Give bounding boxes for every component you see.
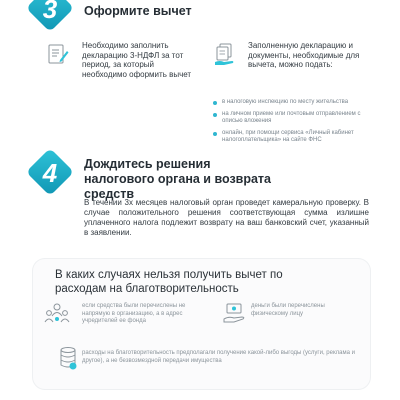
form-edit-icon <box>47 43 69 65</box>
coins-icon <box>58 345 78 371</box>
money-hand-icon <box>223 302 247 324</box>
step-4-text: В течении 3х месяцев налоговый орган проведет камеральную проверку. В случае положительного решения соответствующая сумма излишне уплаченного налога подлежит возврату на ваш банковский счет, указанный в заявлении. <box>84 198 369 237</box>
list-item: в налоговую инспекцию по месту жительства <box>212 99 374 107</box>
step-3-number: 3 <box>42 0 58 24</box>
step-3-right-text: Заполненную декларацию и документы, необходимые для вычета, можно подать: <box>248 41 360 69</box>
documents-hand-icon <box>214 43 236 67</box>
case-2-text: деньги были перечислены физическому лицу <box>251 303 325 317</box>
panel-title: В каких случаях нельзя получить вычет по расходам на благотворительность <box>55 269 283 295</box>
case-1-text: если средства были перечислены не напрямую в организацию, а в адрес учредителей ее фонда <box>82 303 186 325</box>
list-item: на личном приеме или почтовым отправлением с описью вложения <box>212 111 374 126</box>
list-item: онлайн, при помощи сервиса «Личный кабинет налогоплательщика» на сайте ФНС <box>212 130 374 145</box>
step-4-number: 4 <box>42 158 58 188</box>
submission-methods-list <box>212 99 374 149</box>
step-3-title: Оформите вычет <box>84 4 192 18</box>
step-4-title: Дождитесь решения налогового органа и возврата средств <box>84 157 272 201</box>
step-3-left-text: Необходимо заполнить декларацию 3-НДФЛ за тот период, за который необходимо оформить вычет <box>82 41 192 79</box>
case-3-text: расходы на благотворительность предполагали получение какой-либо выгоды (услуги, реклама и другое), а не безвозмездной передачи имущества <box>82 350 355 364</box>
people-group-icon <box>44 302 70 324</box>
